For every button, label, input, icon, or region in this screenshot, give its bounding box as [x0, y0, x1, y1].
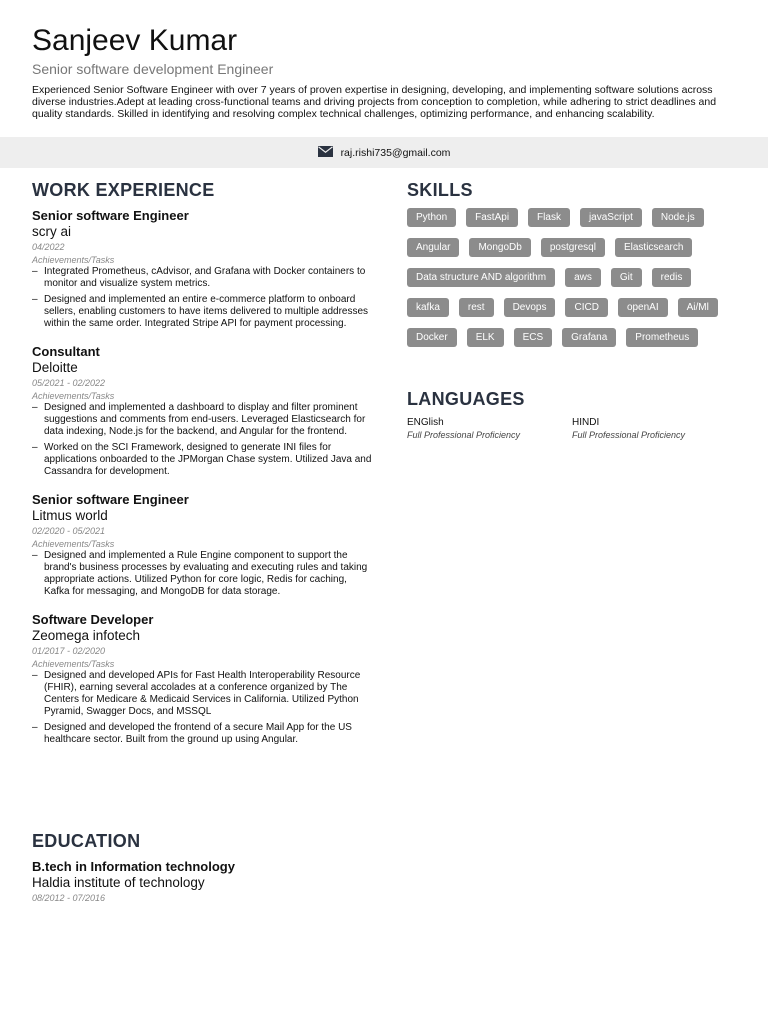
job-entry: [32, 492, 372, 598]
email-contact[interactable]: [318, 146, 451, 160]
job-entry: [32, 344, 372, 478]
candidate-name: Sanjeev Kumar: [32, 24, 238, 57]
section-title-education: EDUCATION: [32, 831, 141, 851]
email-address: raj.rishi735@gmail.com: [340, 146, 451, 159]
achievement-list: [32, 266, 372, 330]
job-title: Software Developer: [32, 612, 154, 627]
skill-chip: postgresql: [541, 238, 605, 257]
achievement-item: – Integrated Prometheus, cAdvisor, and Grafana with Docker containers to monitor and visualize system metrics.: [32, 266, 372, 290]
skill-chip: aws: [565, 268, 601, 287]
company-name: scry ai: [32, 224, 72, 239]
resume-header: [0, 0, 768, 120]
achievements-label: Achievements/Tasks: [32, 539, 115, 549]
section-title-skills: SKILLS: [407, 180, 473, 200]
language-item: [407, 417, 572, 441]
skill-chip: Data structure AND algorithm: [407, 268, 555, 287]
section-title-languages: LANGUAGES: [407, 389, 525, 409]
skills-section: [407, 178, 737, 347]
achievement-list: [32, 550, 372, 598]
language-name: HINDI: [572, 417, 600, 428]
skill-chip: Prometheus: [626, 328, 698, 347]
company-name: Litmus world: [32, 508, 108, 523]
school-name: Haldia institute of technology: [32, 875, 205, 890]
skill-chip: Ai/Ml: [678, 298, 718, 317]
achievement-list: [32, 670, 372, 746]
company-name: Deloitte: [32, 360, 78, 375]
skill-chip: FastApi: [466, 208, 518, 227]
language-list: [407, 417, 737, 441]
achievement-item: – Designed and developed APIs for Fast Health Interoperability Resource (FHIR), earning several accolades at a conference organized by The Centers for Medicare & Medicaid Services in California. Utilized Python Pyramid, Swagger Docs, and MSSQL: [32, 670, 372, 718]
summary-text: Experienced Senior Software Engineer with over 7 years of proven expertise in designing, developing, and implementing software solutions across diverse industries.Adept at leading cross-functional teams and driving projects from conception to completion, while adhering to strict deadlines and quality standards. Skilled in identifying and resolving complex technical challenges, optimizing performance, and enhancing scalability.: [32, 84, 717, 120]
skill-chip: Node.js: [652, 208, 704, 227]
job-date: 01/2017 - 02/2020: [32, 646, 106, 656]
skill-chip: ECS: [514, 328, 553, 347]
skill-chip: Git: [611, 268, 642, 287]
job-title: Consultant: [32, 344, 100, 359]
achievement-item: – Designed and developed the frontend of a secure Mail App for the US healthcare sector. Built from the ground up using Angular.: [32, 722, 372, 746]
languages-section: [407, 387, 737, 441]
achievement-list: [32, 402, 372, 478]
work-experience-section: [32, 178, 372, 760]
achievement-item: – Designed and implemented an entire e-commerce platform to onboard sellers, enabling customers to have items delivered to multiple addresses within the same order. Integrated Stripe API for payment processing.: [32, 294, 372, 330]
skill-chip: ELK: [467, 328, 504, 347]
skill-chip: CICD: [565, 298, 607, 317]
skill-chip: Python: [407, 208, 456, 227]
job-date: 05/2021 - 02/2022: [32, 378, 106, 388]
job-title: Senior software Engineer: [32, 492, 189, 507]
company-name: Zeomega infotech: [32, 628, 141, 643]
job-entry: [32, 208, 372, 330]
section-title-work: WORK EXPERIENCE: [32, 180, 215, 200]
language-proficiency: Full Professional Proficiency: [407, 430, 521, 440]
job-date: 04/2022: [32, 242, 65, 252]
education-section: [32, 829, 372, 905]
skill-chip: MongoDb: [469, 238, 530, 257]
degree-title: B.tech in Information technology: [32, 859, 235, 874]
skill-chip: Docker: [407, 328, 457, 347]
job-entry: [32, 612, 372, 746]
skill-chip: Grafana: [562, 328, 616, 347]
language-name: ENGlish: [407, 417, 444, 428]
candidate-subtitle: Senior software development Engineer: [32, 61, 274, 77]
language-proficiency: Full Professional Proficiency: [572, 430, 686, 440]
achievements-label: Achievements/Tasks: [32, 391, 115, 401]
achievement-item: – Designed and implemented a Rule Engine component to support the brand's business processes by evaluating and executing rules and taking appropriate actions. Utilized Python for core logic, Redis for caching, Kafka for messaging, and MongoDB for data storage.: [32, 550, 372, 598]
envelope-icon: [318, 146, 333, 160]
achievement-item: – Worked on the SCI Framework, designed to generate INI files for applications onboarded to the JPMorgan Chase system. Utilized Java and Cassandra for development.: [32, 442, 372, 478]
job-title: Senior software Engineer: [32, 208, 189, 223]
skill-chip: kafka: [407, 298, 449, 317]
job-list: [32, 208, 372, 746]
skill-chip: Elasticsearch: [615, 238, 692, 257]
skill-chip: javaScript: [580, 208, 642, 227]
education-date: 08/2012 - 07/2016: [32, 893, 106, 903]
achievements-label: Achievements/Tasks: [32, 659, 115, 669]
skill-chip: openAI: [618, 298, 668, 317]
skill-chip: redis: [652, 268, 692, 287]
job-date: 02/2020 - 05/2021: [32, 526, 106, 536]
skill-chip: Flask: [528, 208, 570, 227]
contact-bar: [0, 137, 768, 168]
skill-chip: Devops: [504, 298, 556, 317]
achievements-label: Achievements/Tasks: [32, 255, 115, 265]
skill-chip: rest: [459, 298, 494, 317]
achievement-item: – Designed and implemented a dashboard to display and filter prominent suggestions and comments from end-users. Leveraged Elasticsearch for data indexing, Node.js for the backend, and Angular for the frontend.: [32, 402, 372, 438]
skill-chip: Angular: [407, 238, 459, 257]
language-item: [572, 417, 737, 441]
skill-chip-list: [407, 208, 727, 347]
